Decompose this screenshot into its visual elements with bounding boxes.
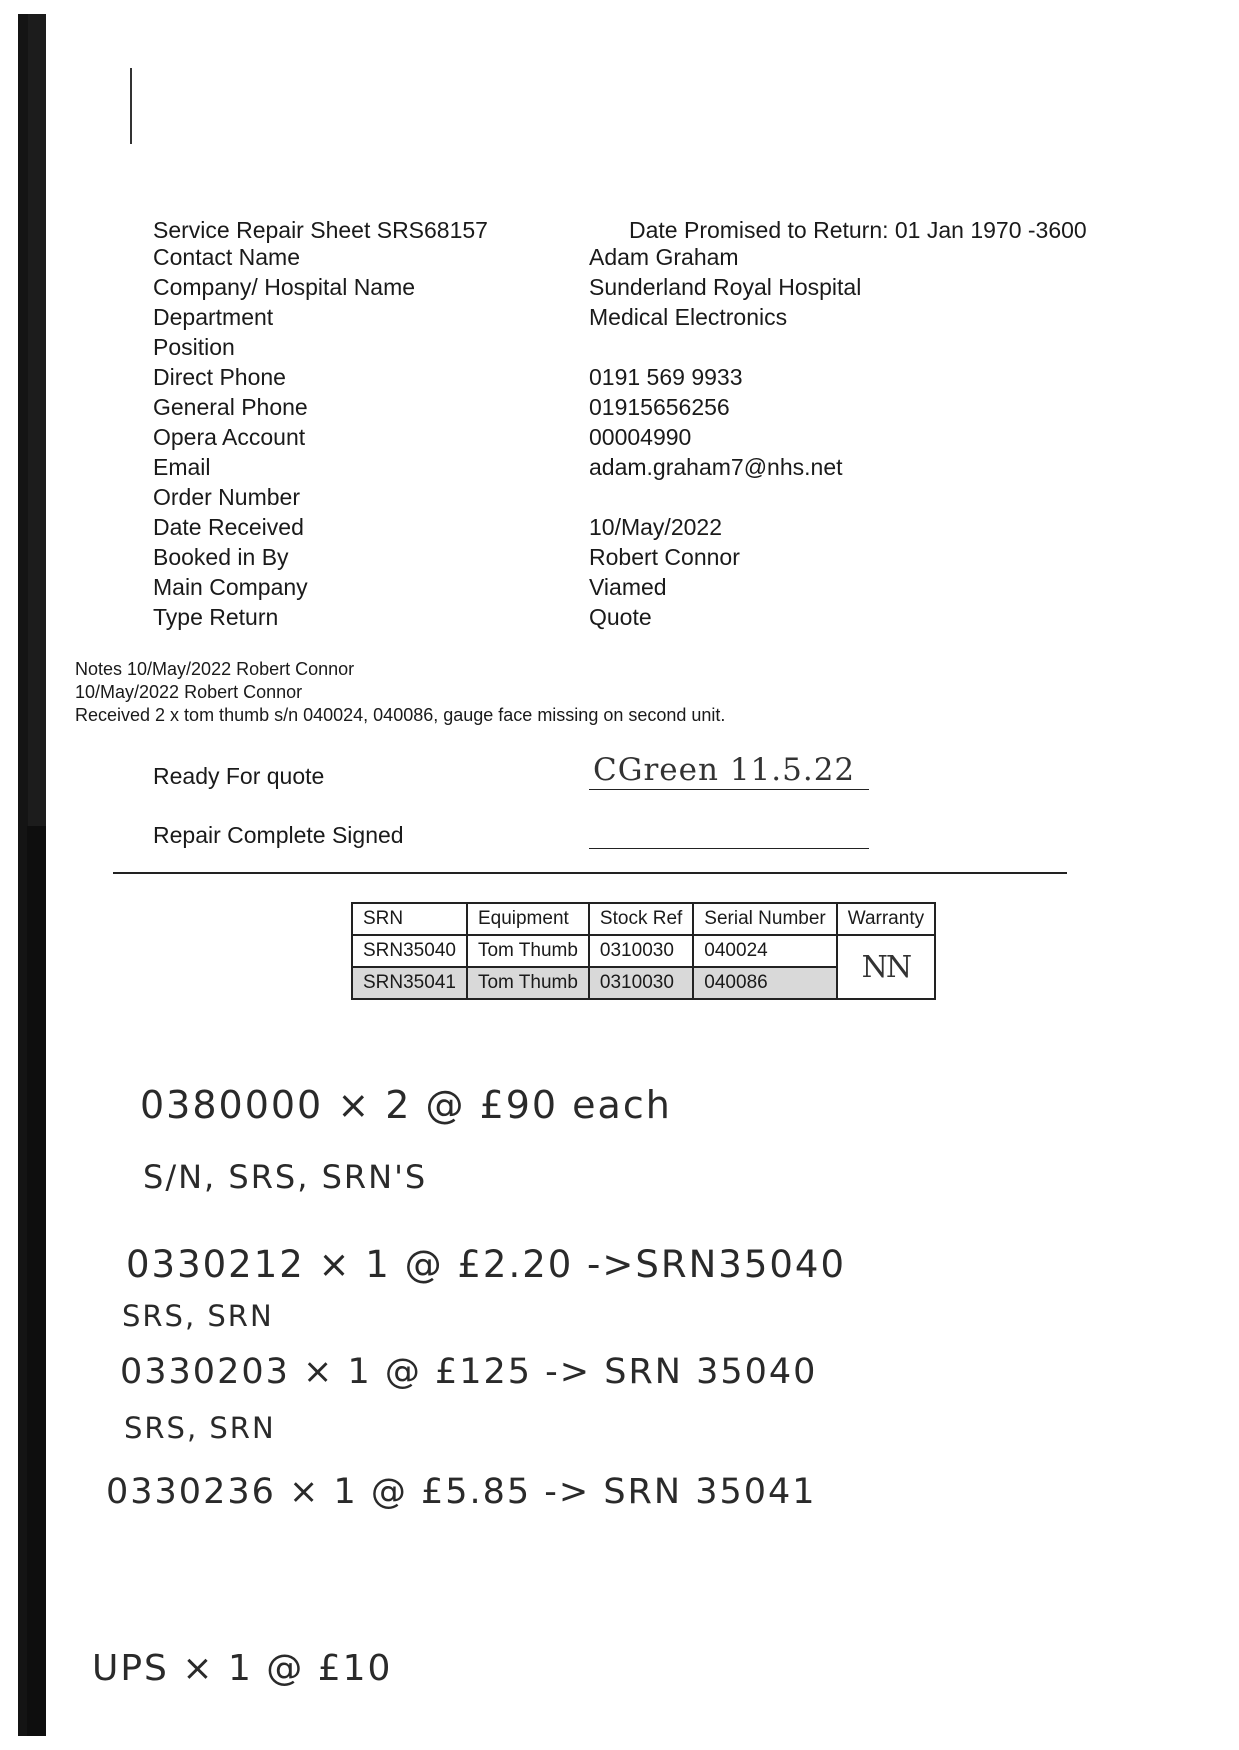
field-label: Contact Name	[153, 244, 301, 270]
divider	[113, 872, 1067, 874]
field-value: Sunderland Royal Hospital	[589, 274, 862, 300]
field-label: Booked in By	[153, 544, 289, 570]
table-cell: 0310030	[589, 967, 693, 999]
warranty-handwritten: NN	[837, 935, 935, 999]
handwritten-line: 0330236 × 1 @ £5.85 -> SRN 35041	[106, 1472, 817, 1512]
handwritten-line: 0330212 × 1 @ £2.20 ->SRN35040	[126, 1243, 846, 1286]
table-header: Equipment	[467, 903, 589, 935]
pen-mark	[130, 68, 132, 144]
sheet-title: Service Repair Sheet SRS68157	[153, 217, 488, 243]
field-value: Robert Connor	[589, 544, 740, 570]
table-header: Warranty	[837, 903, 935, 935]
handwritten-line: SRS, SRN	[124, 1411, 276, 1445]
field-value: 00004990	[589, 424, 692, 450]
field-value: 01915656256	[589, 394, 730, 420]
table-cell: 0310030	[589, 935, 693, 967]
table-cell: SRN35041	[352, 967, 467, 999]
notes-line: 10/May/2022 Robert Connor	[75, 682, 303, 702]
field-label: Opera Account	[153, 424, 306, 450]
notes	[75, 658, 725, 727]
field-value: Viamed	[589, 574, 667, 600]
field-value: Medical Electronics	[589, 304, 788, 330]
ready-signature: CGreen 11.5.22	[593, 752, 856, 788]
field-label: Type Return	[153, 604, 279, 630]
table-header: Serial Number	[693, 903, 836, 935]
table-cell: 040086	[693, 967, 836, 999]
field-label: Position	[153, 334, 235, 360]
scan-edge-lower	[27, 826, 46, 1736]
table-header: SRN	[352, 903, 467, 935]
handwritten-line: 0380000 × 2 @ £90 each	[140, 1083, 672, 1127]
field-value: adam.graham7@nhs.net	[589, 454, 843, 480]
field-label: Company/ Hospital Name	[153, 274, 416, 300]
handwritten-line: S/N, SRS, SRN'S	[143, 1158, 428, 1196]
ready-signature-line	[589, 789, 869, 790]
table-cell: 040024	[693, 935, 836, 967]
table-header-row	[352, 903, 935, 935]
ready-for-quote-label: Ready For quote	[153, 763, 325, 789]
notes-line: Notes 10/May/2022 Robert Connor	[75, 659, 355, 679]
table-cell: Tom Thumb	[467, 967, 589, 999]
table-cell: SRN35040	[352, 935, 467, 967]
repair-complete-signature-line	[589, 848, 869, 849]
notes-line: Received 2 x tom thumb s/n 040024, 040086, gauge face missing on second unit.	[75, 705, 726, 725]
field-label: Email	[153, 454, 211, 480]
scan-edge-upper	[28, 14, 46, 826]
table-row	[352, 935, 935, 967]
repair-complete-label: Repair Complete Signed	[153, 822, 404, 848]
field-label: Direct Phone	[153, 364, 286, 390]
handwritten-line: UPS × 1 @ £10	[92, 1648, 393, 1689]
date-promised: Date Promised to Return: 01 Jan 1970 -3600	[629, 217, 1087, 243]
field-value: 0191 569 9933	[589, 364, 743, 390]
handwritten-line: 0330203 × 1 @ £125 -> SRN 35040	[120, 1352, 818, 1392]
field-label: Main Company	[153, 574, 308, 600]
table-cell: Tom Thumb	[467, 935, 589, 967]
field-label: Department	[153, 304, 274, 330]
field-label: General Phone	[153, 394, 308, 420]
srn-table	[351, 902, 936, 1000]
field-value: Adam Graham	[589, 244, 739, 270]
field-label: Date Received	[153, 514, 304, 540]
handwritten-line: SRS, SRN	[122, 1299, 274, 1333]
field-value: 10/May/2022	[589, 514, 722, 540]
field-label: Order Number	[153, 484, 300, 510]
table-header: Stock Ref	[589, 903, 693, 935]
field-value: Quote	[589, 604, 652, 630]
